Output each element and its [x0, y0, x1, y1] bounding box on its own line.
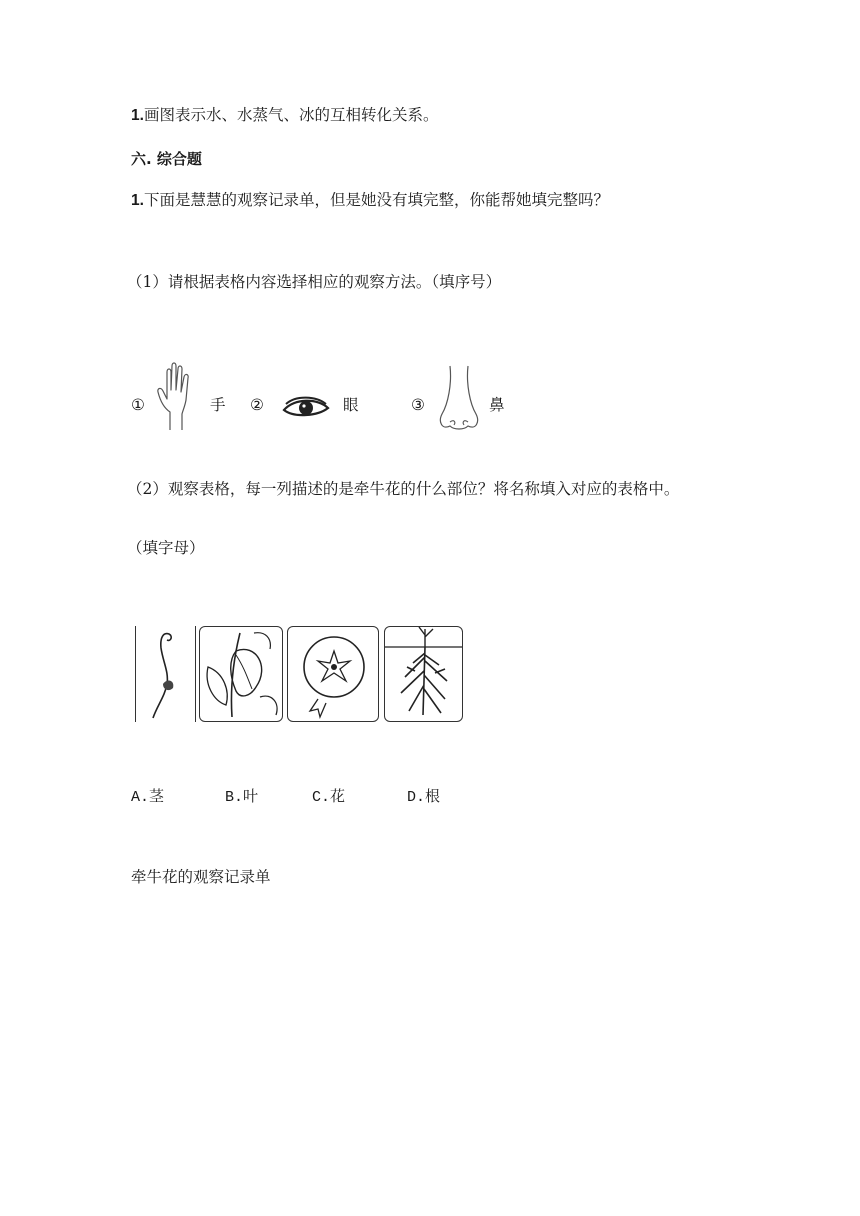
leaf-picture — [199, 626, 283, 722]
hand-icon — [156, 360, 194, 436]
question-text: 画图表示水、水蒸气、冰的互相转化关系。 — [143, 106, 439, 124]
sense-marker-3: ③ — [411, 396, 425, 414]
sense-label-eye: 眼 — [343, 396, 359, 414]
sense-label-nose: 鼻 — [489, 396, 505, 414]
root-picture — [384, 626, 463, 722]
record-sheet-title: 牵牛花的观察记录单 — [131, 868, 271, 886]
question-observation — [131, 189, 609, 212]
part-2-instruction: （2）观察表格，每一列描述的是牵牛花的什么部位？将名称填入对应的表格中。 — [127, 480, 680, 498]
section-title: 六. 综合题 — [131, 150, 202, 168]
sense-marker-1: ① — [131, 396, 145, 414]
question-text: 下面是慧慧的观察记录单，但是她没有填完整，你能帮她填完整吗？ — [143, 191, 609, 209]
flower-picture — [287, 626, 379, 722]
option-d: D.根 — [407, 787, 441, 806]
part-1-instruction: （1）请根据表格内容选择相应的观察方法。（填序号） — [127, 273, 502, 291]
sense-label-hand: 手 — [210, 396, 226, 414]
question-water-cycle — [131, 104, 438, 127]
option-a: A.茎 — [131, 787, 165, 806]
sense-marker-2: ② — [250, 396, 264, 414]
stem-picture — [135, 626, 196, 722]
option-b: B.叶 — [225, 787, 259, 806]
question-number: 1. — [131, 192, 144, 209]
eye-icon — [282, 396, 330, 424]
question-number: 1. — [131, 107, 144, 124]
option-c: C.花 — [312, 787, 346, 806]
part-2-note: （填字母） — [127, 539, 205, 557]
nose-icon — [436, 364, 482, 438]
